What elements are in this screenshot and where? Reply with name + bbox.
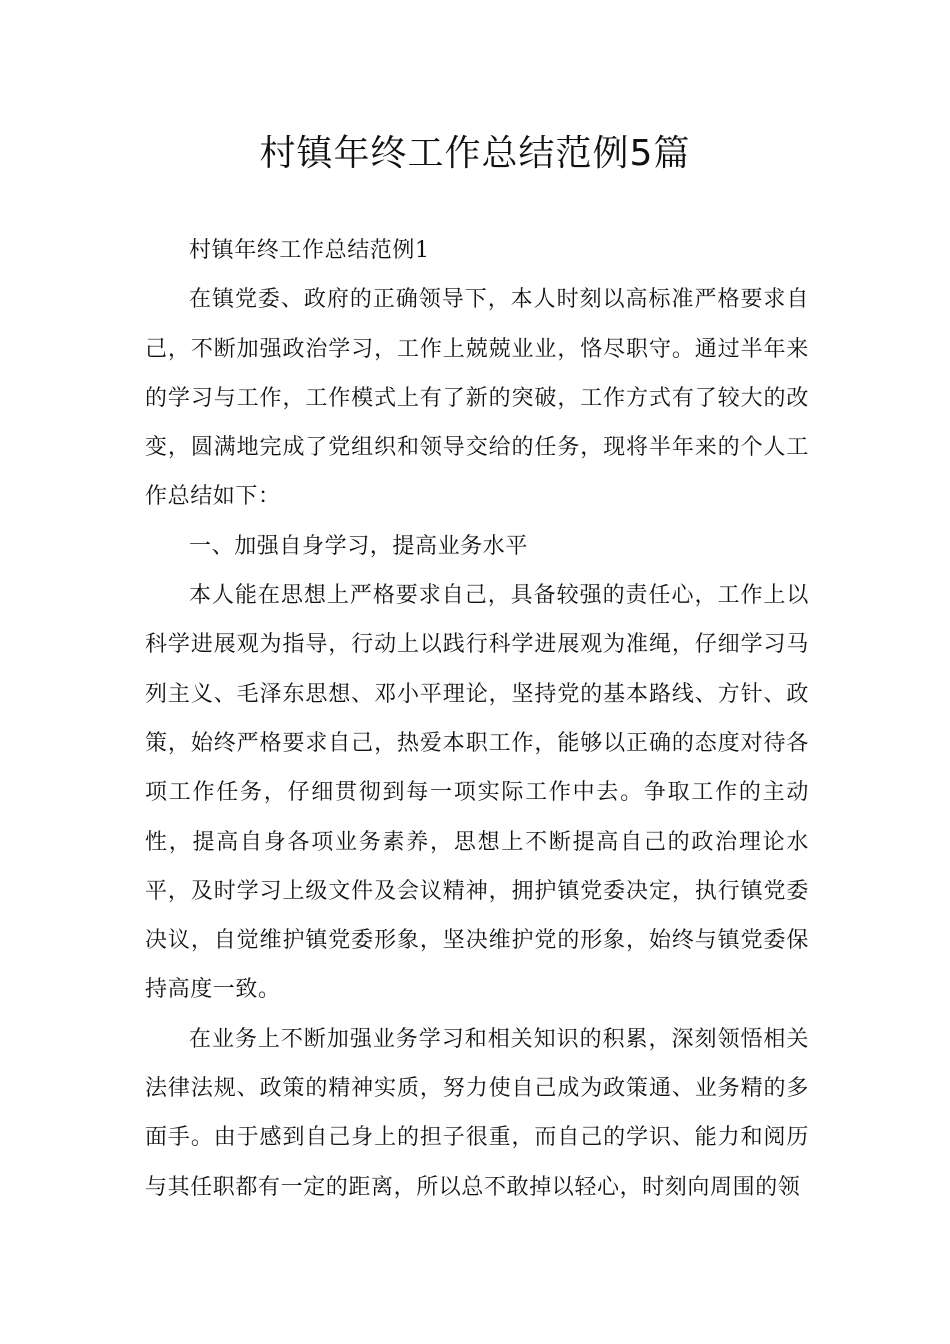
paragraph: 在镇党委、政府的正确领导下，本人时刻以高标准严格要求自己，不断加强政治学习，工作上兢兢业业，恪尽职守。通过半年来的学习与工作，工作模式上有了新的突破，工作方式有了较大的改变，圆满地完成了党组织和领导交给的任务，现将半年来的个人工作总结如下：: [145, 287, 809, 510]
document-body: [145, 226, 809, 1212]
paragraph: 在业务上不断加强业务学习和相关知识的积累，深刻领悟相关法律法规、政策的精神实质，努力使自己成为政策通、业务精的多面手。由于感到自己身上的担子很重，而自己的学识、能力和阅历与其任职都有一定的距离，所以总不敢掉以轻心，时刻向周围的领: [145, 1026, 809, 1200]
paragraph: 本人能在思想上严格要求自己，具备较强的责任心，工作上以科学进展观为指导，行动上以践行科学进展观为准绳，仔细学习马列主义、毛泽东思想、邓小平理论，坚持党的基本路线、方针、政策，始终严格要求自己，热爱本职工作，能够以正确的态度对待各项工作任务，仔细贯彻到每一项实际工作中去。争取工作的主动性，提高自身各项业务素养，思想上不断提高自己的政治理论水平，及时学习上级文件及会议精神，拥护镇党委决定，执行镇党委决议，自觉维护镇党委形象，坚决维护党的形象，始终与镇党委保持高度一致。: [145, 583, 809, 1003]
document-title: 村镇年终工作总结范例5篇: [259, 133, 691, 174]
section-heading: 村镇年终工作总结范例1: [189, 238, 430, 263]
section-heading: 一、加强自身学习，提高业务水平: [189, 533, 529, 559]
